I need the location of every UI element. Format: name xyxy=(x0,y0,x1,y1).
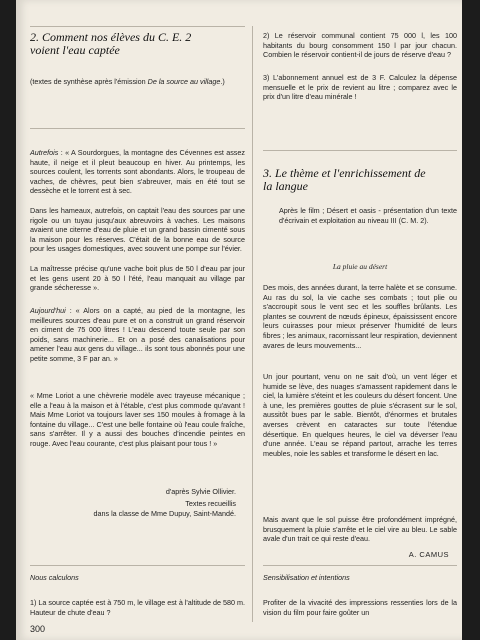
column-divider xyxy=(252,26,253,622)
attribution-author: d'après Sylvie Ollivier. xyxy=(165,487,236,496)
bottom-rule-left xyxy=(30,565,245,566)
aujourdhui-paragraph: Aujourd'hui : « Alors on a capté, au pied de la montagne, les meilleures sources d'eau pure et on a construit un grand réservoir en ciment de 75 000 litres ! L'eau descend toute seule par son poids, sans machinerie... Et on a posé des canalisations pour amener l'eau aux gens du village... ils sont tous abonnés pour une petite somme, 3 F par an. » xyxy=(30,306,245,363)
synthesis-note: (textes de synthèse après l'émission De la source au village.) xyxy=(30,77,225,86)
poem-title: La pluie au désert xyxy=(332,262,388,271)
poem-paragraph-2: Un jour pourtant, venu on ne sait d'où, un vent léger et humide se lève, des nuages s'amassent rapidement dans le ciel, la lumière s'éteint et les couleurs du désert foncent. Une à une, les premières gouttes de pluie s'écrasent sur le sol, aussitôt bues par le sable. Bientôt, d'énormes et brutales averses crèvent en cataractes sur toute l'étendue désertique. En quelques heures, le ciel va déverser l'eau d'une année. L'eau se répand partout, arrache les terres meubles, noie les sables et transforme le désert en lac. xyxy=(263,372,457,458)
section-rule-right xyxy=(263,150,457,151)
book-page xyxy=(16,0,462,640)
problem-3: 3) L'abonnement annuel est de 3 F. Calculez la dépense mensuelle et le prix de revient au litre ; comparez avec le prix d'un litre d'eau minérale ! xyxy=(263,73,457,102)
sensibilisation-heading: Sensibilisation et intentions xyxy=(263,573,350,582)
nous-calculons-heading: Nous calculons xyxy=(30,573,79,582)
sensibilisation-text: Profiter de la vivacité des impressions ressenties lors de la vision du film pour faire goûter un xyxy=(263,598,457,617)
poem-paragraph-1: Des mois, des années durant, la terre halète et se consume. Au ras du sol, la vie cache ses combats ; tout plie ou s'accroupit sous le vent sec et les souffles brûlants. Les plantes se couvrent de nœuds épineux, épaississent encore leurs cuirasses pour mieux préserver l'humidité de leurs fibres ; les animaux, racornissant leur respiration, deviennent avares de leurs mouvements... xyxy=(263,283,457,350)
poem-paragraph-3: Mais avant que le sol puisse être profondément imprégné, brusquement la pluie s'arrête et le ciel vire au bleu. Le sable avale d'un trait ce qui reste d'eau. xyxy=(263,515,457,544)
problem-1: 1) La source captée est à 750 m, le village est à l'altitude de 580 m. Hauteur de chute d'eau ? xyxy=(30,598,245,617)
section-rule-left xyxy=(30,128,245,129)
attribution-line2: dans la classe de Mme Dupuy, Saint-Mandé. xyxy=(93,509,236,518)
poem-signature: A. CAMUS xyxy=(408,550,449,559)
section-3-title: 3. Le thème et l'enrichissement de la langue xyxy=(263,166,426,193)
film-intro: Après le film ; Désert et oasis - présentation d'un texte d'écrivain et exploitation au niveau III (C. M. 2). xyxy=(279,206,457,225)
section-2-title: 2. Comment nos élèves du C. E. 2 voient l'eau captée xyxy=(30,30,192,57)
attribution-line1: Textes recueillis xyxy=(185,499,236,508)
problem-2: 2) Le réservoir communal contient 75 000 l, les 100 habitants du bourg consomment 150 l par jour chacun. Combien le réservoir contient-il de jours de réserve d'eau ? xyxy=(263,31,457,60)
top-rule-left xyxy=(30,26,245,27)
autrefois-paragraph: Autrefois : « A Sourdorgues, la montagne des Cévennes est assez haute, il neige et il pleut beaucoup en hiver. Au printemps, les sources coulent, les torrents sont abondants. Alors, le troupeau de vaches, de chèvres, peut bien s'abreuver, mais en été tout se dessèche et le torrent est à sec. xyxy=(30,148,245,196)
loriot-paragraph: « Mme Loriot a une chèvrerie modèle avec trayeuse mécanique ; elle a l'eau à la maison et à l'étable, c'est plus commode qu'avant ! Mais Mme Loriot va toujours laver ses 150 moules à fromage à la fontaine du village... C'est une belle fontaine où l'eau coule fraîche, sans s'arrêter. Il y a aussi des bouches d'incendie peintes en rouge. Avec l'eau courante, c'est plus plaisant pour tous ! » xyxy=(30,391,245,448)
hameaux-paragraph: Dans les hameaux, autrefois, on captait l'eau des sources par une rigole ou un tuyau jusqu'aux abreuvoirs à vaches. Les maisons avaient une citerne d'eau de pluie et un grand bassin cimenté sous la maison pour les réserves. C'était de la bonne eau de source pour les usages domestiques, avec souvent une pompe sur l'évier. xyxy=(30,206,245,254)
maitresse-paragraph: La maîtresse précise qu'une vache boit plus de 50 l d'eau par jour et les gens usent 20 à 50 l l'été, l'eau manquait au village par grande sécheresse ». xyxy=(30,264,245,293)
bottom-rule-right xyxy=(263,565,457,566)
page-number: 300 xyxy=(30,624,46,634)
